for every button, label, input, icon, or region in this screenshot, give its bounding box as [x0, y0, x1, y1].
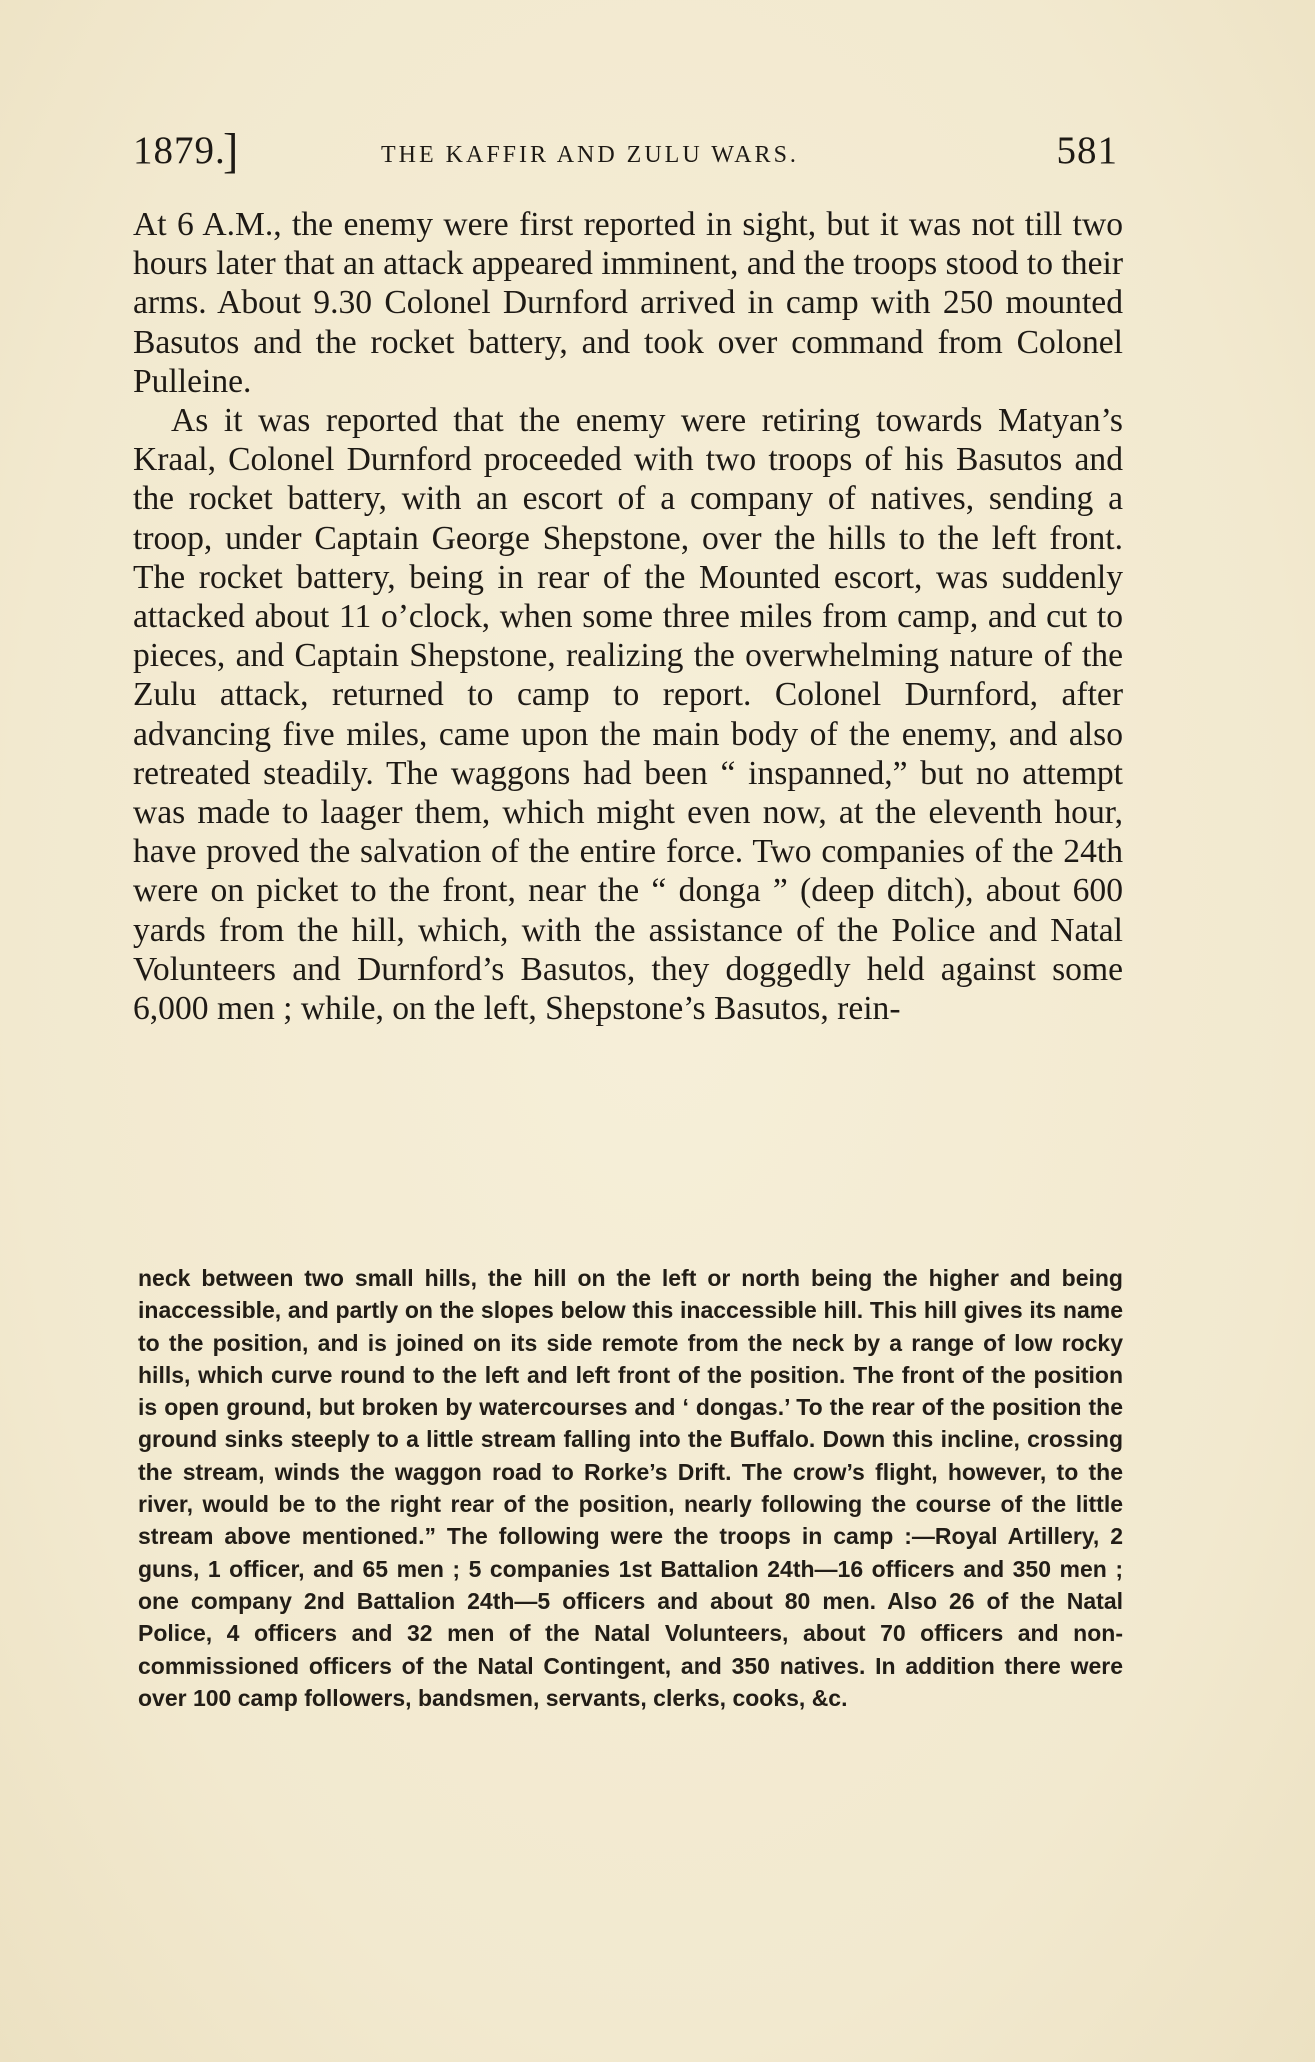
page-header	[133, 123, 1118, 178]
paragraph: At 6 A.M., the enemy were first reported in sight, but it was not till two hours later that an attack appeared imminent, and the troops stood to their arms. About 9.30 Colonel Durnford arrived in camp with 250 mounted Basutos and the rocket battery, and took over command from Colonel Pulleine.	[133, 206, 1123, 400]
header-year: 1879.	[133, 129, 226, 172]
footnote-text: neck between two small hills, the hill on the left or north being the higher and being inaccessible, and partly on the slopes below this inaccessible hill. This hill gives its name to the position, and is joined on its side remote from the neck by a range of low rocky hills, which curve round to the left and left front of the position. The front of the position is open ground, but broken by watercourses and ‘ dongas.’ To the rear of the position the ground sinks steeply to a little stream falling into the Buffalo. Down this incline, crossing the stream, winds the waggon road to Rorke’s Drift. The crow’s flight, however, to the river, would be to the right rear of the position, nearly following the course of the little stream above mentioned.” The following were the troops in camp :—Royal Artillery, 2 guns, 1 officer, and 65 men ; 5 companies 1st Battalion 24th—16 officers and 350 men ; one company 2nd Battalion 24th—5 officers and about 80 men. Also 26 of the Natal Police, 4 officers and 32 men of the Natal Volunteers, about 70 officers and non-commissioned officers of the Natal Contingent, and 350 natives. In addition there were over 100 camp followers, bandsmen, servants, clerks, cooks, &c.	[138, 1265, 1123, 1711]
main-text	[133, 205, 1123, 1028]
header-bracket: ]	[223, 123, 239, 178]
paragraph: As it was reported that the enemy were retiring towards Matyan’s Kraal, Colonel Durnford proceeded with two troops of his Basutos and the rocket battery, with an escort of a company of natives, sending a troop, under Captain George Shepstone, over the hills to the left front. The rocket battery, being in rear of the Mounted escort, was suddenly attacked about 11 o’clock, when some three miles from camp, and cut to pieces, and Captain Shepstone, realizing the overwhelming nature of the Zulu attack, returned to camp to report. Colonel Durnford, after advancing five miles, came upon the main body of the enemy, and also retreated steadily. The waggons had been “ inspanned,” but no attempt was made to laager them, which might even now, at the eleventh hour, have proved the salvation of the entire force. Two companies of the 24th were on picket to the front, near the “ donga ” (deep ditch), about 600 yards from the hill, which, with the assistance of the Police and Natal Volunteers and Durnford’s Basutos, they doggedly held against some 6,000 men ; while, on the left, Shepstone’s Basutos, rein-	[133, 402, 1123, 1028]
page-number: 581	[1056, 129, 1118, 172]
running-title: THE KAFFIR AND ZULU WARS.	[381, 142, 799, 168]
footnote	[138, 1262, 1123, 1714]
